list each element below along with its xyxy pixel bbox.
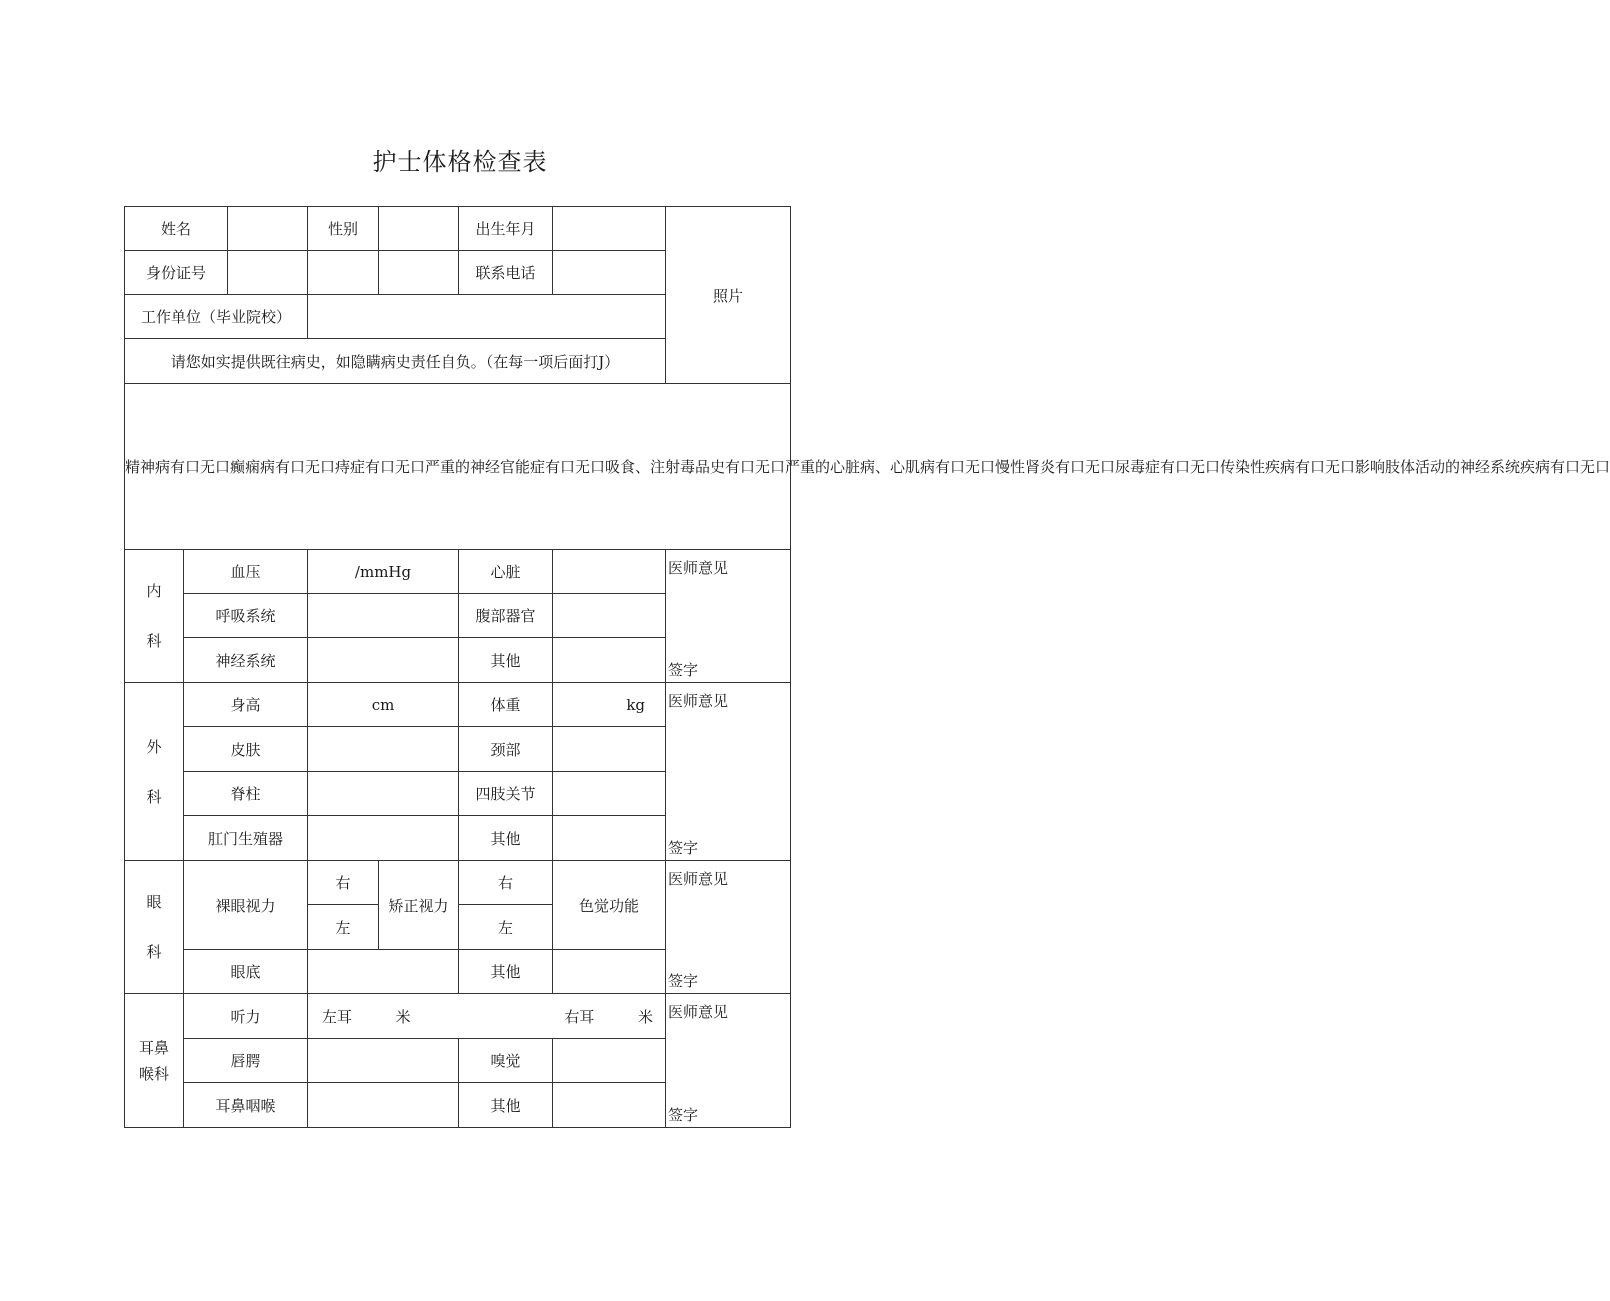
surgery-sign-label: 签字 — [668, 839, 699, 857]
limbs-field[interactable] — [553, 772, 666, 816]
naked-vision-label: 裸眼视力 — [184, 861, 308, 950]
eye-sign-label: 签字 — [668, 972, 699, 990]
surgery-dept-top: 外 — [146, 737, 162, 756]
eye-other-field[interactable] — [553, 950, 666, 994]
heart-label: 心脏 — [459, 550, 553, 594]
abdomen-label: 腹部器官 — [459, 594, 553, 638]
neuro-field[interactable] — [308, 638, 459, 683]
medical-history-checklist[interactable]: 精神病有口无口癫痫病有口无口痔症有口无口严重的神经官能症有口无口吸食、注射毒品史有口无口严重的心脏病、心肌病有口无口慢性肾炎有口无口尿毒症有口无口传染性疾病有口无口影响肢体活动的神经系统疾病有口无口 — [125, 384, 791, 550]
throat-field[interactable] — [308, 1083, 459, 1128]
corrected-vision-label: 矫正视力 — [379, 861, 459, 950]
ent-sign-label: 签字 — [668, 1106, 699, 1124]
work-field[interactable] — [308, 295, 666, 339]
gender-field[interactable] — [379, 207, 459, 251]
surgery-dept-bottom: 科 — [146, 787, 162, 806]
neck-field[interactable] — [553, 727, 666, 772]
phone-field[interactable] — [553, 251, 666, 295]
eye-dept-top: 眼 — [146, 893, 162, 911]
internal-opinion-label: 医师意见 — [668, 559, 729, 577]
ent-dept-label — [125, 994, 184, 1128]
fundus-field[interactable] — [308, 950, 459, 994]
resp-label: 呼吸系统 — [184, 594, 308, 638]
naked-right-label[interactable]: 右 — [308, 861, 379, 905]
ent-other-label: 其他 — [459, 1083, 553, 1128]
eye-opinion[interactable] — [666, 861, 791, 994]
eye-dept-bottom: 科 — [146, 943, 162, 961]
bp-field[interactable]: /mmHg — [308, 550, 459, 594]
ent-other-field[interactable] — [553, 1083, 666, 1128]
internal-dept-top: 内 — [146, 582, 162, 600]
ent-opinion-label: 医师意见 — [668, 1003, 729, 1021]
id-field-b[interactable] — [308, 251, 379, 295]
surgery-other-label: 其他 — [459, 816, 553, 861]
id-label: 身份证号 — [125, 251, 228, 295]
internal-other-label: 其他 — [459, 638, 553, 683]
id-field-a[interactable] — [228, 251, 308, 295]
hearing-label: 听力 — [184, 994, 308, 1039]
lip-field[interactable] — [308, 1039, 459, 1083]
right-ear-unit: 米 — [637, 1007, 653, 1026]
surgery-opinion[interactable] — [666, 683, 791, 861]
anal-label: 肛门生殖器 — [184, 816, 308, 861]
neuro-label: 神经系统 — [184, 638, 308, 683]
surgery-opinion-label: 医师意见 — [668, 692, 729, 710]
internal-dept-label — [125, 550, 184, 683]
fundus-label: 眼底 — [184, 950, 308, 994]
lip-label: 唇腭 — [184, 1039, 308, 1083]
name-label: 姓名 — [125, 207, 228, 251]
weight-unit: kg — [626, 695, 646, 714]
weight-label: 体重 — [459, 683, 553, 727]
birth-label: 出生年月 — [459, 207, 553, 251]
height-field[interactable]: cm — [308, 683, 459, 727]
photo-box[interactable]: 照片 — [666, 207, 791, 384]
phone-label: 联系电话 — [459, 251, 553, 295]
surgery-dept-label — [125, 683, 184, 861]
spine-field[interactable] — [308, 772, 459, 816]
smell-field[interactable] — [553, 1039, 666, 1083]
internal-dept-bottom: 科 — [146, 632, 162, 650]
color-vision-label: 色觉功能 — [553, 861, 666, 950]
ent-dept-top: 耳鼻 — [138, 1038, 169, 1057]
resp-field[interactable] — [308, 594, 459, 638]
eye-other-label: 其他 — [459, 950, 553, 994]
hearing-field[interactable] — [308, 994, 666, 1039]
internal-other-field[interactable] — [553, 638, 666, 683]
spine-label: 脊柱 — [184, 772, 308, 816]
neck-label: 颈部 — [459, 727, 553, 772]
id-field-c[interactable] — [379, 251, 459, 295]
throat-label: 耳鼻咽喉 — [184, 1083, 308, 1128]
corrected-left-label[interactable]: 左 — [459, 905, 553, 950]
anal-field[interactable] — [308, 816, 459, 861]
internal-opinion[interactable] — [666, 550, 791, 683]
left-ear-unit: 米 — [395, 1007, 411, 1026]
gender-label: 性别 — [308, 207, 379, 251]
skin-field[interactable] — [308, 727, 459, 772]
skin-label: 皮肤 — [184, 727, 308, 772]
right-ear-label: 右耳 — [564, 1007, 595, 1026]
left-ear-label: 左耳 — [322, 1007, 353, 1026]
ent-dept-bottom: 喉科 — [138, 1064, 169, 1083]
limbs-label: 四肢关节 — [459, 772, 553, 816]
abdomen-field[interactable] — [553, 594, 666, 638]
heart-field[interactable] — [553, 550, 666, 594]
exam-form-grid — [124, 206, 1610, 1128]
work-label: 工作单位（毕业院校） — [125, 295, 308, 339]
naked-left-label[interactable]: 左 — [308, 905, 379, 950]
eye-opinion-label: 医师意见 — [668, 870, 729, 888]
notice-text: 请您如实提供既往病史，如隐瞒病史责任自负。（在每一项后面打J） — [125, 339, 666, 384]
eye-dept-label — [125, 861, 184, 994]
corrected-right-label[interactable]: 右 — [459, 861, 553, 905]
internal-sign-label: 签字 — [668, 661, 699, 679]
name-field[interactable] — [228, 207, 308, 251]
bp-label: 血压 — [184, 550, 308, 594]
height-label: 身高 — [184, 683, 308, 727]
birth-field[interactable] — [553, 207, 666, 251]
surgery-other-field[interactable] — [553, 816, 666, 861]
weight-field[interactable] — [553, 683, 666, 727]
smell-label: 嗅觉 — [459, 1039, 553, 1083]
ent-opinion[interactable] — [666, 994, 791, 1128]
page-title: 护士体格检查表 — [372, 148, 548, 176]
